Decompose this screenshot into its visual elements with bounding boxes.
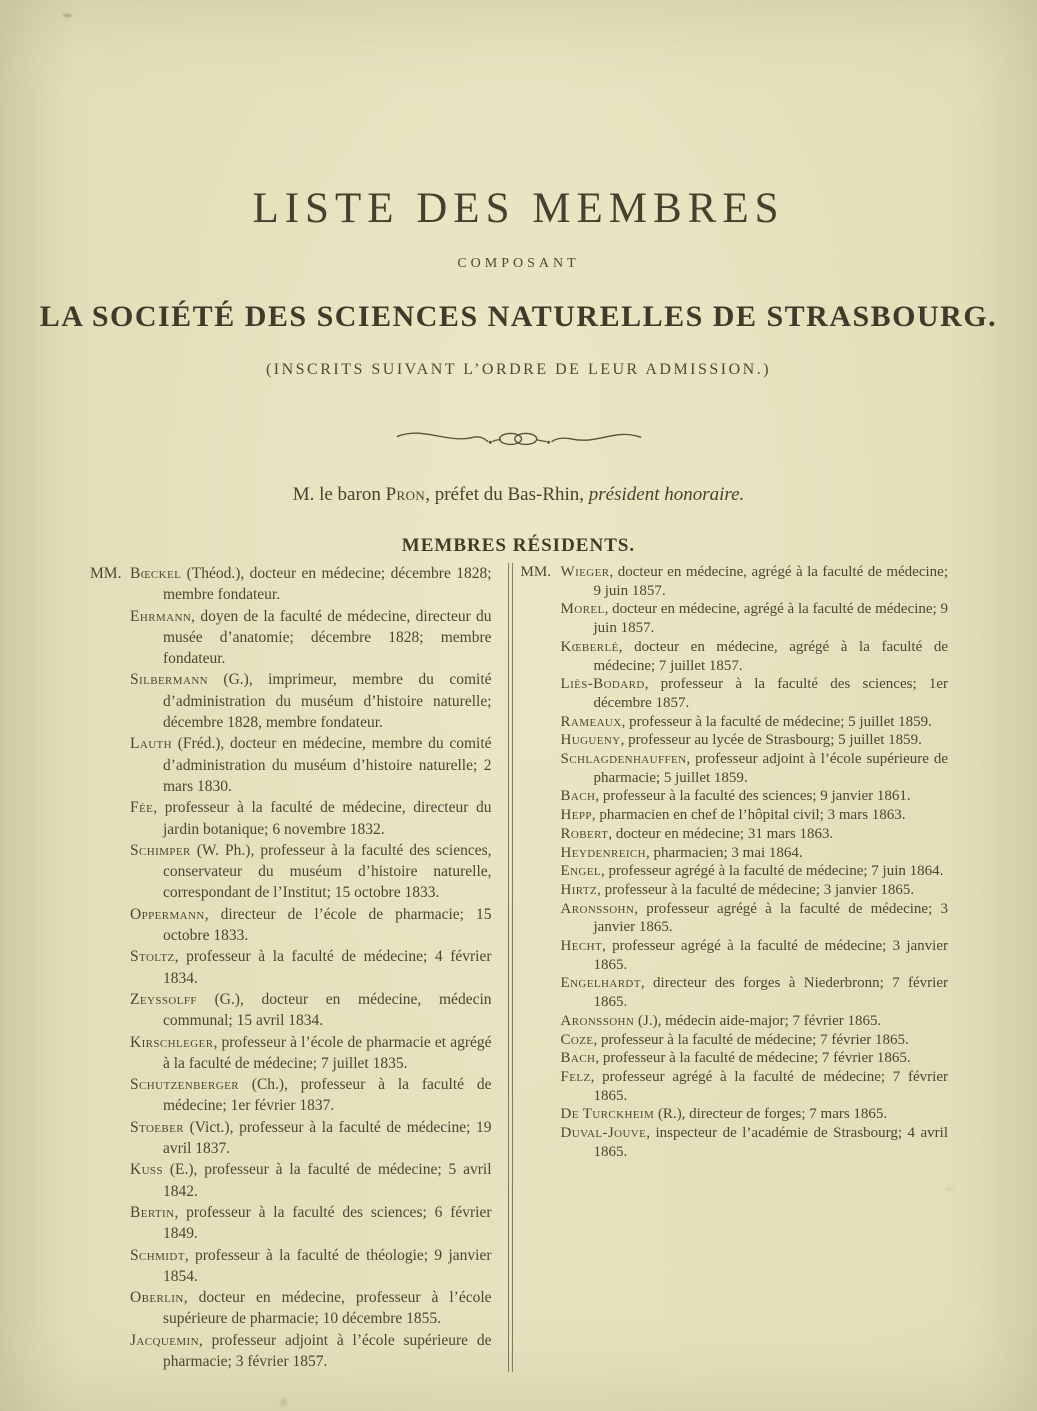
- member-detail: , professeur agrégé à la faculté de médecine; 3 janvier 1865.: [593, 938, 948, 973]
- member-name: Schlagdenhauffen: [560, 751, 687, 768]
- member-entry: [130, 1245, 492, 1288]
- member-name: Hecht: [560, 938, 603, 955]
- member-name: Schutzenberger: [130, 1076, 239, 1094]
- member-detail: , docteur en médecine, professeur à l’école supérieure de pharmacie; 10 décembre 1855.: [163, 1289, 492, 1328]
- member-detail: , professeur à la faculté de médecine; 4 février 1834.: [163, 948, 492, 987]
- member-name: Kœberlé: [560, 638, 619, 655]
- member-detail: , docteur en médecine, agrégé à la faculté de médecine; 7 juillet 1857.: [593, 638, 948, 674]
- mm-label: MM.: [90, 565, 122, 582]
- member-name: Fée: [130, 799, 154, 817]
- member-detail: , professeur à la faculté des sciences; 1er décembre 1857.: [593, 676, 948, 711]
- member-detail: , professeur à la faculté de médecine; 3 janvier 1865.: [597, 881, 915, 898]
- member-entry: [130, 606, 492, 670]
- member-name: Schimper: [130, 841, 191, 859]
- member-name: Jacquemin: [130, 1331, 199, 1349]
- member-entry: [130, 989, 492, 1032]
- member-entry: [561, 600, 948, 637]
- member-entry: [561, 1012, 948, 1031]
- member-name: Kuss: [130, 1161, 163, 1179]
- page-title: LISTE DES MEMBRES: [252, 185, 785, 232]
- member-name: Ehrmann: [130, 607, 192, 625]
- member-detail: (Fréd.), docteur en médecine, membre du comité d’administration du muséum d’histoire naturelle; 2 mars 1830.: [163, 735, 492, 795]
- member-entry: [561, 937, 948, 974]
- members-column-right: [521, 563, 948, 1372]
- member-detail: (Vict.), professeur à la faculté de médecine; 19 avril 1837.: [163, 1118, 492, 1158]
- member-detail: , professeur à la faculté de médecine, directeur du jardin botanique; 6 novembre 1832.: [153, 799, 492, 838]
- member-entry: [130, 904, 492, 947]
- member-entry: [561, 862, 948, 881]
- member-entry: [130, 669, 492, 733]
- member-entry: [561, 806, 948, 825]
- member-entry: [130, 733, 492, 797]
- member-entry: [561, 974, 948, 1011]
- member-entry: [130, 797, 492, 840]
- member-detail: , doyen de la faculté de médecine, directeur du musée d’anatomie; décembre 1828; membre fondateur.: [163, 607, 492, 668]
- member-entry: [561, 750, 948, 787]
- member-name: Stoeber: [130, 1118, 184, 1136]
- member-entry: [561, 881, 948, 900]
- member-entry: [130, 840, 492, 904]
- member-detail: (J.), médecin aide-major; 7 février 1865.: [634, 1012, 882, 1029]
- member-name: Duval-Jouve: [560, 1125, 647, 1142]
- member-name: Felz: [560, 1068, 591, 1085]
- section-heading: MEMBRES RÉSIDENTS.: [401, 535, 636, 556]
- member-name: Stoltz: [130, 948, 175, 966]
- member-entry: [130, 1117, 492, 1160]
- member-detail: , professeur à la faculté des sciences; 6 février 1849.: [163, 1203, 492, 1243]
- admission-note: (INSCRITS SUIVANT L’ORDRE DE LEUR ADMISSION.): [265, 361, 772, 378]
- member-detail: , docteur en médecine, agrégé à la faculté de médecine; 9 juin 1857.: [593, 601, 948, 637]
- member-entry: [130, 1330, 492, 1373]
- honorary-president-line: [0, 484, 1037, 506]
- member-detail: (Théod.), docteur en médecine; décembre 1828; membre fondateur.: [163, 565, 492, 604]
- member-name: Zeyssolff: [130, 990, 197, 1008]
- member-detail: , inspecteur de l’académie de Strasbourg; 4 avril 1865.: [593, 1125, 948, 1160]
- member-detail: , docteur en médecine, agrégé à la faculté de médecine; 9 juin 1857.: [593, 564, 948, 599]
- member-name: Hugueny: [560, 732, 621, 749]
- member-entry: [561, 713, 948, 732]
- member-entry: [561, 1049, 948, 1068]
- member-entry: [130, 1032, 492, 1075]
- paper-speck: [63, 14, 72, 17]
- member-entry: [561, 787, 948, 806]
- member-entry: [561, 825, 948, 844]
- member-entry: [130, 1202, 492, 1245]
- member-name: Rameaux: [560, 713, 622, 730]
- member-name: Oberlin: [130, 1289, 184, 1307]
- page-subtitle: COMPOSANT: [457, 256, 580, 271]
- member-name: Kirschleger: [130, 1033, 214, 1051]
- member-name: Morel: [560, 601, 605, 618]
- member-detail: (R.), directeur de forges; 7 mars 1865.: [654, 1106, 888, 1123]
- member-entry: [130, 1074, 492, 1117]
- member-entry: [130, 1159, 492, 1202]
- member-detail: (E.), professeur à la faculté de médecine; 5 avril 1842.: [162, 1161, 492, 1200]
- honorary-middle: , préfet du Bas-Rhin,: [425, 484, 589, 505]
- member-name: Bertin: [130, 1203, 175, 1221]
- mm-label: MM.: [520, 564, 551, 580]
- member-entry: [561, 1031, 948, 1050]
- member-detail: , professeur adjoint à l’école supérieure de pharmacie; 5 juillet 1859.: [593, 751, 948, 786]
- member-detail: , professeur adjoint à l’école supérieure de pharmacie; 3 février 1857.: [163, 1331, 492, 1370]
- member-name: Oppermann: [130, 905, 205, 923]
- member-detail: (G.), docteur en médecine, médecin communal; 15 avril 1834.: [163, 990, 492, 1030]
- member-entry: [561, 1124, 948, 1161]
- member-entry: [561, 1068, 948, 1105]
- member-name: Engelhardt: [560, 975, 641, 992]
- society-name: LA SOCIÉTÉ DES SCIENCES NATURELLES DE STRASBOURG.: [39, 300, 998, 333]
- member-entry: [561, 900, 948, 937]
- member-detail: , directeur des forges à Niederbronn; 7 février 1865.: [593, 975, 948, 1011]
- member-name: Lauth: [130, 735, 173, 753]
- member-detail: , professeur au lycée de Strasbourg; 5 juillet 1859.: [620, 732, 922, 749]
- member-name: Hirtz: [560, 881, 598, 898]
- member-name: Robert: [560, 825, 609, 842]
- member-name: Wieger: [560, 564, 610, 580]
- member-entry: [130, 1287, 492, 1330]
- honorary-title: président honoraire.: [588, 484, 745, 505]
- member-detail: , pharmacien; 3 mai 1864.: [646, 844, 803, 861]
- member-entry: [561, 1105, 948, 1124]
- member-name: Aronssohn: [560, 1012, 635, 1029]
- member-detail: , directeur de l’école de pharmacie; 15 octobre 1833.: [163, 905, 492, 945]
- member-detail: , professeur à la faculté de médecine; 7 février 1865.: [595, 1050, 911, 1067]
- members-column-left: [90, 563, 492, 1372]
- member-entry: [130, 563, 492, 606]
- member-entry: [561, 844, 948, 863]
- member-entry: [561, 638, 948, 675]
- member-name: Aronssohn: [560, 900, 635, 917]
- member-detail: , professeur agrégé à la faculté de médecine; 3 janvier 1865.: [593, 900, 948, 936]
- honorary-name: Pron: [385, 484, 426, 505]
- member-detail: , professeur à la faculté de médecine; 5 juillet 1859.: [621, 713, 932, 730]
- member-name: Bach: [560, 788, 596, 805]
- member-name: Liès-Bodard: [560, 676, 645, 693]
- member-detail: , professeur à la faculté de médecine; 7 février 1865.: [593, 1031, 909, 1048]
- member-name: Bach: [560, 1050, 596, 1067]
- member-name: Schmidt: [130, 1246, 185, 1264]
- member-detail: , professeur à la faculté des sciences; 9 janvier 1861.: [595, 788, 911, 805]
- member-name: Engel: [560, 863, 602, 880]
- member-detail: , pharmacien en chef de l’hôpital civil; 3 mars 1863.: [591, 807, 906, 824]
- member-name: De Turckheim: [560, 1106, 655, 1123]
- paper-speck: [280, 1398, 287, 1406]
- member-detail: , docteur en médecine; 31 mars 1863.: [608, 825, 834, 842]
- member-detail: (W. Ph.), professeur à la faculté des sciences, conservateur du muséum d’histoire naturelle, correspondant de l’Institut; 15 octobre 1833.: [163, 841, 492, 902]
- member-entry: [130, 946, 492, 989]
- member-entry: [561, 731, 948, 750]
- member-detail: , professeur à l’école de pharmacie et agrégé à la faculté de médecine; 7 juillet 1835.: [163, 1033, 492, 1072]
- member-name: Hepp: [560, 807, 592, 824]
- member-detail: , professeur agrégé à la faculté de médecine; 7 juin 1864.: [601, 863, 944, 880]
- column-divider-rule: [508, 563, 513, 1372]
- member-entry: [561, 675, 948, 712]
- member-entry: [561, 563, 948, 600]
- members-columns: [90, 563, 948, 1372]
- member-detail: (Ch.), professeur à la faculté de médecine; 1er février 1837.: [163, 1076, 492, 1115]
- member-name: Heydenreich: [560, 844, 647, 861]
- ornament-divider-icon: [394, 416, 644, 450]
- member-name: Silbermann: [130, 671, 209, 689]
- member-name: Bœckel: [130, 565, 182, 582]
- member-detail: , professeur agrégé à la faculté de médecine; 7 février 1865.: [590, 1068, 948, 1104]
- member-name: Coze: [560, 1031, 594, 1048]
- member-detail: (G.), imprimeur, membre du comité d’administration du muséum d’histoire naturelle; décembre 1828, membre fondateur.: [163, 671, 492, 732]
- member-detail: , professeur à la faculté de théologie; 9 janvier 1854.: [163, 1246, 492, 1285]
- honorary-prefix: M. le baron: [292, 484, 386, 505]
